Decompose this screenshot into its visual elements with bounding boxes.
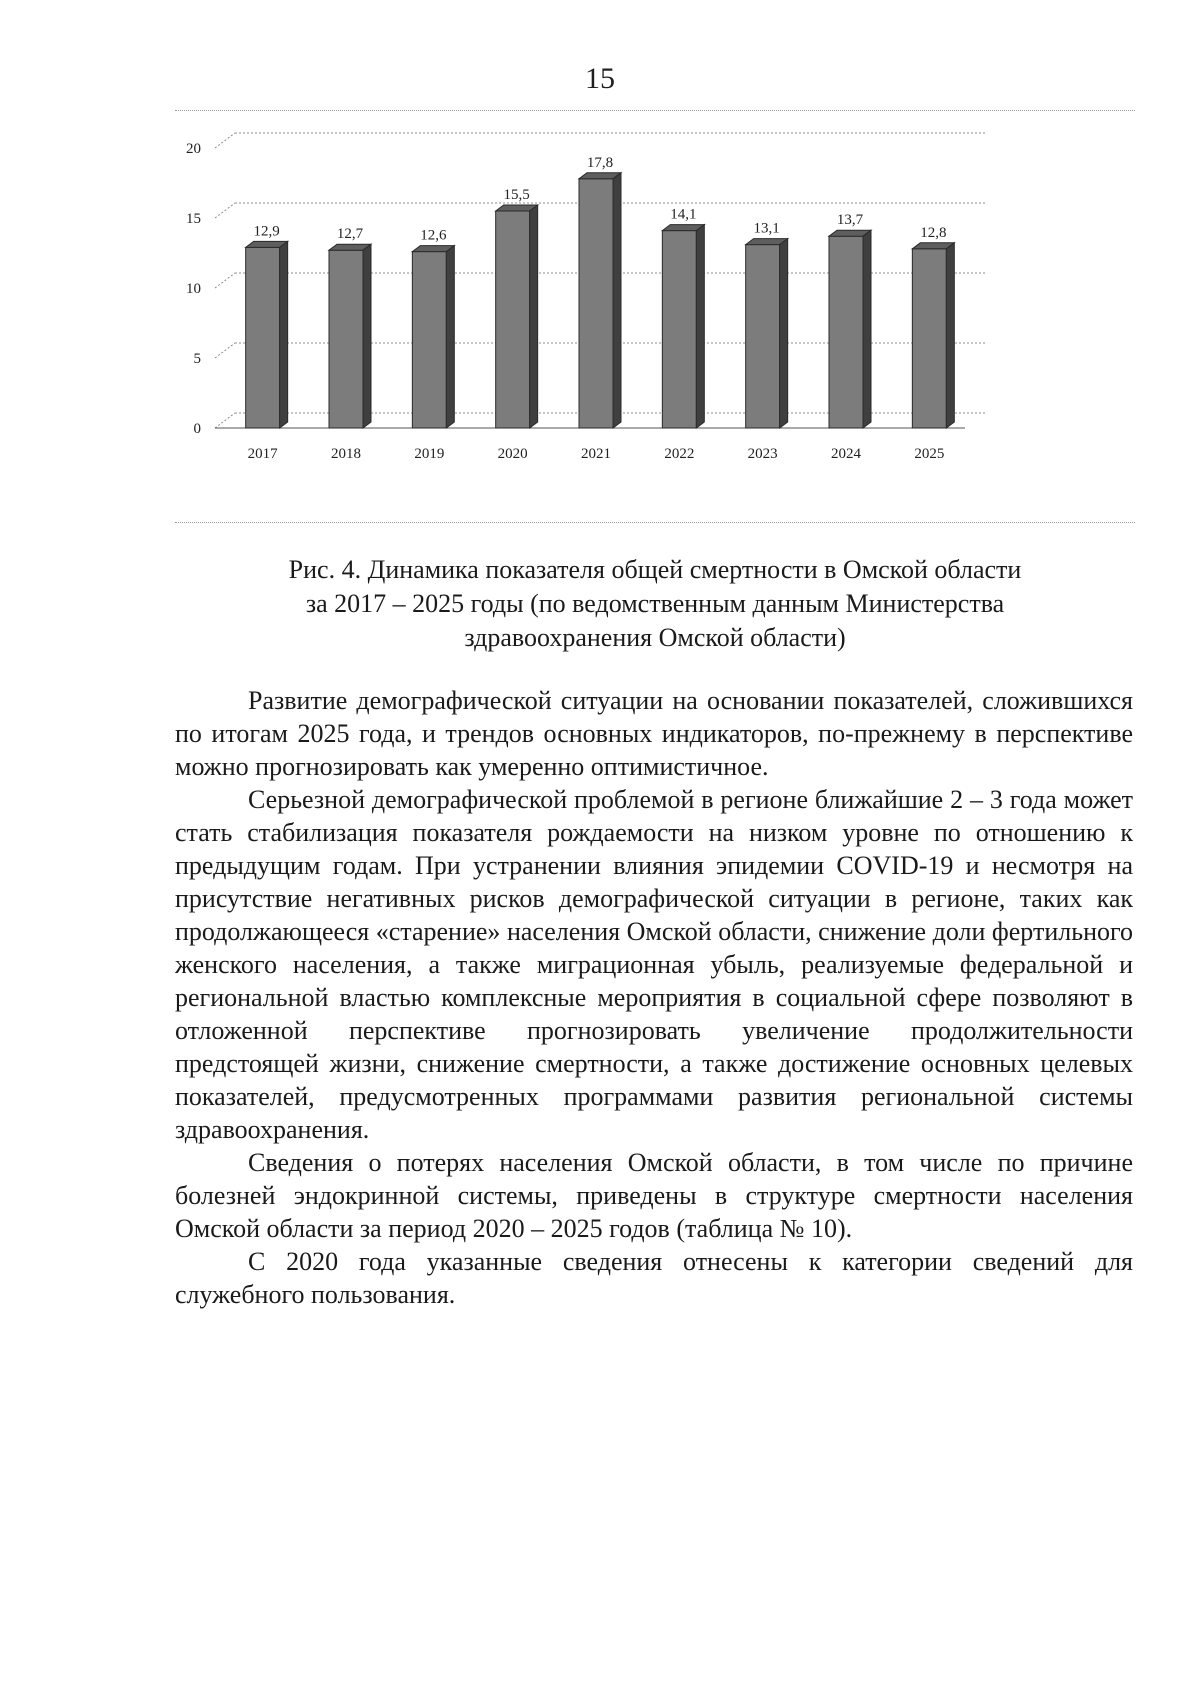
- bar-side-2018: [363, 244, 371, 428]
- body-text: [175, 684, 1133, 1311]
- gridline-depth-0: [215, 413, 235, 428]
- bar-front-2025: [912, 249, 946, 428]
- chart-bottom-border: [175, 522, 1135, 523]
- x-label-2025: 2025: [914, 446, 945, 462]
- figure-caption: [170, 553, 1140, 655]
- data-label-2021: 17,8: [586, 154, 614, 171]
- bar-2021: [579, 173, 621, 428]
- x-label-2018: 2018: [331, 446, 361, 462]
- bar-front-2017: [246, 247, 280, 428]
- x-label-2019: 2019: [414, 446, 445, 462]
- caption-line-1: Рис. 4. Динамика показателя общей смертности в Омской области: [288, 555, 1022, 584]
- x-label-2024: 2024: [831, 446, 861, 462]
- data-label-2017: 12,9: [253, 223, 280, 240]
- bar-2025: [912, 243, 954, 428]
- data-label-2019: 12,6: [420, 227, 447, 244]
- bar-front-2018: [329, 250, 363, 428]
- bar-side-2021: [613, 173, 621, 428]
- paragraph-forecast: Развитие демографической ситуации на основании показателей, сложившихся по итогам 2025 года, и трендов основных индикаторов, по-прежнему в перспективе можно прогнозировать как умеренно оптимистичное.: [175, 686, 1133, 781]
- x-label-2017: 2017: [247, 446, 278, 462]
- data-label-2018: 12,7: [336, 226, 364, 243]
- paragraph-demographic-problem: Серьезной демографической проблемой в регионе ближайшие 2 – 3 года может стать стабилизация показателя рождаемости на низком уровне по отношению к предыдущим годам. При устранении влияния эпидемии COVID-19 и несмотря на присутствие негативных рисков демографической ситуации в регионе, таких как продолжающееся «старение» населения Омской области, снижение доли фертильного женского населения, а также миграционная убыль, реализуемые федеральной и региональной властью комплексные мероприятия в социальной сфере позволяют в отложенной перспективе прогнозировать увеличение продолжительности предстоящей жизни, снижение смертности, а также достижение основных целевых показателей, предусмотренных программами развития региональной системы здравоохранения.: [175, 785, 1133, 1144]
- x-label-2020: 2020: [497, 446, 528, 462]
- bar-side-2025: [946, 243, 954, 428]
- bar-front-2020: [496, 211, 530, 428]
- bar-side-2022: [696, 225, 704, 428]
- bar-side-2024: [863, 230, 871, 428]
- data-label-2024: 13,7: [836, 212, 864, 229]
- bar-2017: [246, 241, 288, 428]
- bar-front-2019: [412, 252, 446, 428]
- bar-side-2017: [280, 241, 288, 428]
- data-label-2023: 13,1: [753, 220, 780, 237]
- data-label-2025: 12,8: [920, 224, 947, 241]
- caption-line-3: здравоохранения Омской области): [464, 623, 846, 652]
- paragraph-population-losses: Сведения о потерях населения Омской области, в том числе по причине болезней эндокринной системы, приведены в структуре смертности населения Омской области за период 2020 – 2025 годов (таблица № 10).: [175, 1148, 1133, 1243]
- y-tick-10: 10: [186, 281, 201, 297]
- bar-2024: [829, 230, 871, 428]
- bar-front-2022: [662, 231, 696, 428]
- y-tick-0: 0: [193, 421, 201, 437]
- bar-side-2019: [446, 246, 454, 428]
- bar-side-2023: [780, 239, 788, 428]
- bar-2020: [496, 205, 538, 428]
- gridline-depth-5: [215, 343, 235, 358]
- gridline-depth-10: [215, 273, 235, 288]
- caption-line-2: за 2017 – 2025 годы (по ведомственным данным Министерства: [305, 589, 1005, 618]
- bar-front-2021: [579, 179, 613, 428]
- x-axis-labels: [248, 446, 945, 462]
- x-label-2021: 2021: [581, 446, 611, 462]
- bar-front-2024: [829, 236, 863, 428]
- y-tick-5: 5: [193, 351, 201, 367]
- y-tick-20: 20: [186, 141, 201, 157]
- bar-2023: [746, 239, 788, 428]
- bar-side-2020: [530, 205, 538, 428]
- bar-chart: [175, 115, 1135, 515]
- gridline-depth-20: [215, 133, 235, 148]
- y-tick-15: 15: [186, 211, 201, 227]
- bar-front-2023: [746, 245, 780, 428]
- gridline-depth-15: [215, 203, 235, 218]
- chart-top-border: [175, 110, 1135, 111]
- paragraph-restricted-use: С 2020 года указанные сведения отнесены к категории сведений для служебного пользования.: [175, 1247, 1133, 1309]
- page-number: 15: [585, 62, 615, 95]
- bar-2018: [329, 244, 371, 428]
- bar-2019: [412, 246, 454, 428]
- data-label-2020: 15,5: [503, 187, 530, 203]
- x-label-2023: 2023: [747, 446, 778, 462]
- x-label-2022: 2022: [664, 446, 695, 462]
- y-axis-ticks: [186, 141, 201, 437]
- bar-2022: [662, 225, 704, 428]
- chart-bars: [246, 173, 955, 428]
- data-label-2022: 14,1: [670, 206, 697, 223]
